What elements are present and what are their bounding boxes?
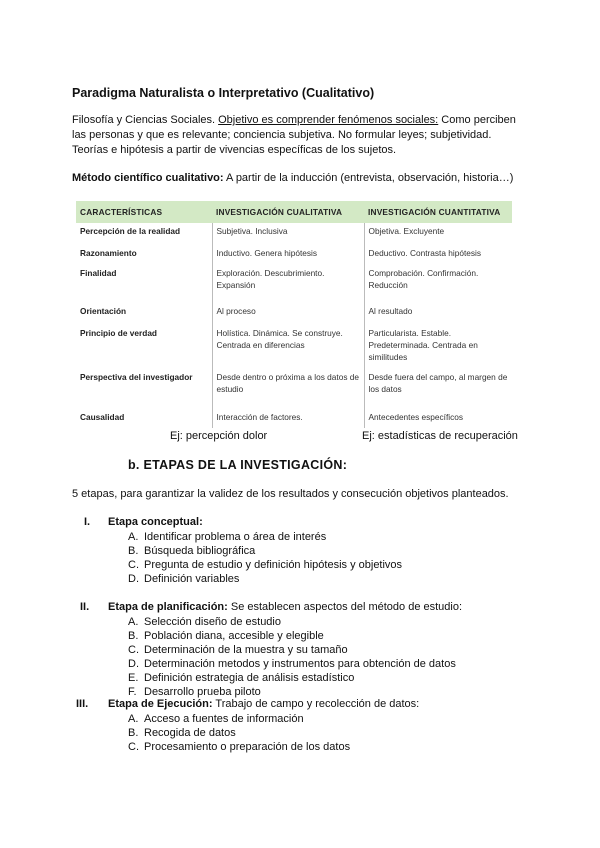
item-text: Población diana, accesible y elegible [144,630,324,642]
row-qual: Holística. Dinámica. Se construye. Centrada en diferencias [212,325,364,369]
item-text: Determinación metodos y instrumentos para obtención de datos [144,658,456,670]
paragraph-underlined: Objetivo es comprender fenómenos sociales: [218,114,439,126]
comparison-table-image [70,200,516,428]
item-letter: A. [128,713,139,725]
table-row [76,245,512,265]
row-label: Principio de verdad [80,328,157,338]
row-qual: Subjetiva. Inclusiva [212,223,364,245]
stage-heading [108,601,462,613]
item-letter: D. [128,573,139,585]
item-text: Definición variables [144,573,240,585]
list-item [128,615,456,629]
list-item [128,643,456,657]
row-quant: Al resultado [368,306,413,316]
list-item [128,740,350,754]
paragraph-part2: Como perciben las personas y que es relevante; conciencia subjetiva. No formular leyes; subjetividad. Teorías e hipótesis a partir de vivencias específicas de los sujetos. [72,114,516,156]
item-text: Acceso a fuentes de información [144,713,304,725]
row-qual: Desde dentro o próxima a los datos de estudio [212,369,364,409]
item-letter: F. [128,686,137,698]
stage-desc: Se establecen aspectos del método de estudio: [227,601,463,613]
method-label: Método científico cualitativo: [72,172,224,184]
stage-desc: Trabajo de campo y recolección de datos: [212,698,420,710]
item-text: Procesamiento o preparación de los datos [144,741,351,753]
method-line [72,172,513,184]
item-letter: B. [128,545,139,557]
item-letter: B. [128,727,139,739]
paragraph-part1: Filosofía y Ciencias Sociales. [72,114,219,126]
row-quant: Comprobación. Confirmación. Reducción [368,268,479,290]
row-label: Orientación [80,306,127,316]
example-quantitative: Ej: estadísticas de recuperación [362,430,518,442]
header-characteristics: CARACTERÍSTICAS [76,201,212,223]
row-label: Percepción de la realidad [80,226,181,236]
row-quant: Particularista. Estable. Predeterminada. Centrada en similitudes [368,328,478,362]
header-quantitative: INVESTIGACIÓN CUANTITATIVA [364,201,512,223]
stage-items [128,530,402,586]
table-row [76,223,512,245]
item-text: Desarrollo prueba piloto [144,686,261,698]
row-qual: Al proceso [212,303,364,325]
item-text: Pregunta de estudio y definición hipótesis y objetivos [144,559,403,571]
item-letter: D. [128,658,139,670]
row-quant: Objetiva. Excluyente [368,226,445,236]
row-qual: Interacción de factores. [212,409,364,428]
table-row [76,303,512,325]
stage-heading [108,516,203,528]
section-title: b. ETAPAS DE LA INVESTIGACIÓN: [128,458,348,472]
example-qualitative: Ej: percepción dolor [170,430,268,442]
stage-number: II. [80,601,90,613]
stage-heading [108,698,419,710]
item-text: Selección diseño de estudio [144,616,281,628]
stage-items [128,615,456,699]
item-letter: E. [128,672,139,684]
table-row [76,409,512,428]
comparison-table [76,201,512,428]
list-item [128,671,456,685]
row-qual: Inductivo. Genera hipótesis [212,245,364,265]
item-text: Definición estrategia de análisis estadístico [144,672,355,684]
stage-items [128,712,350,754]
row-label: Causalidad [80,412,125,422]
item-letter: A. [128,616,139,628]
item-letter: C. [128,741,139,753]
row-quant: Desde fuera del campo, al margen de los datos [368,372,508,394]
table-row [76,325,512,369]
item-letter: C. [128,644,139,656]
row-qual: Exploración. Descubrimiento. Expansión [212,265,364,303]
list-item [128,726,350,740]
list-item [128,629,456,643]
list-item [128,558,402,572]
row-quant: Antecedentes específicos [368,412,464,422]
list-item [128,530,402,544]
stage-number: I. [84,516,91,528]
list-item [128,657,456,671]
list-item [128,685,456,699]
table-row [76,265,512,303]
row-label: Razonamiento [80,248,137,258]
page-title: Paradigma Naturalista o Interpretativo (Cualitativo) [72,86,375,100]
list-item [128,544,402,558]
section-intro: 5 etapas, para garantizar la validez de los resultados y consecución objetivos planteados. [72,488,509,500]
item-text: Determinación de la muestra y su tamaño [144,644,348,656]
item-text: Recogida de datos [144,727,236,739]
table-row [76,369,512,409]
item-text: Identificar problema o área de interés [144,531,327,543]
item-letter: C. [128,559,139,571]
item-letter: A. [128,531,139,543]
row-label: Finalidad [80,268,117,278]
intro-paragraph [72,113,530,158]
row-quant: Deductivo. Contrasta hipótesis [368,248,482,258]
header-qualitative: INVESTIGACIÓN CUALITATIVA [212,201,364,223]
stage-name: Etapa conceptual: [108,516,203,528]
stage-name: Etapa de Ejecución: [108,698,213,710]
row-label: Perspectiva del investigador [80,372,193,382]
list-item [128,712,350,726]
stage-number: III. [76,698,89,710]
item-letter: B. [128,630,139,642]
item-text: Búsqueda bibliográfica [144,545,256,557]
stage-name: Etapa de planificación: [108,601,228,613]
list-item [128,572,402,586]
method-text: A partir de la inducción (entrevista, observación, historia…) [223,172,514,184]
